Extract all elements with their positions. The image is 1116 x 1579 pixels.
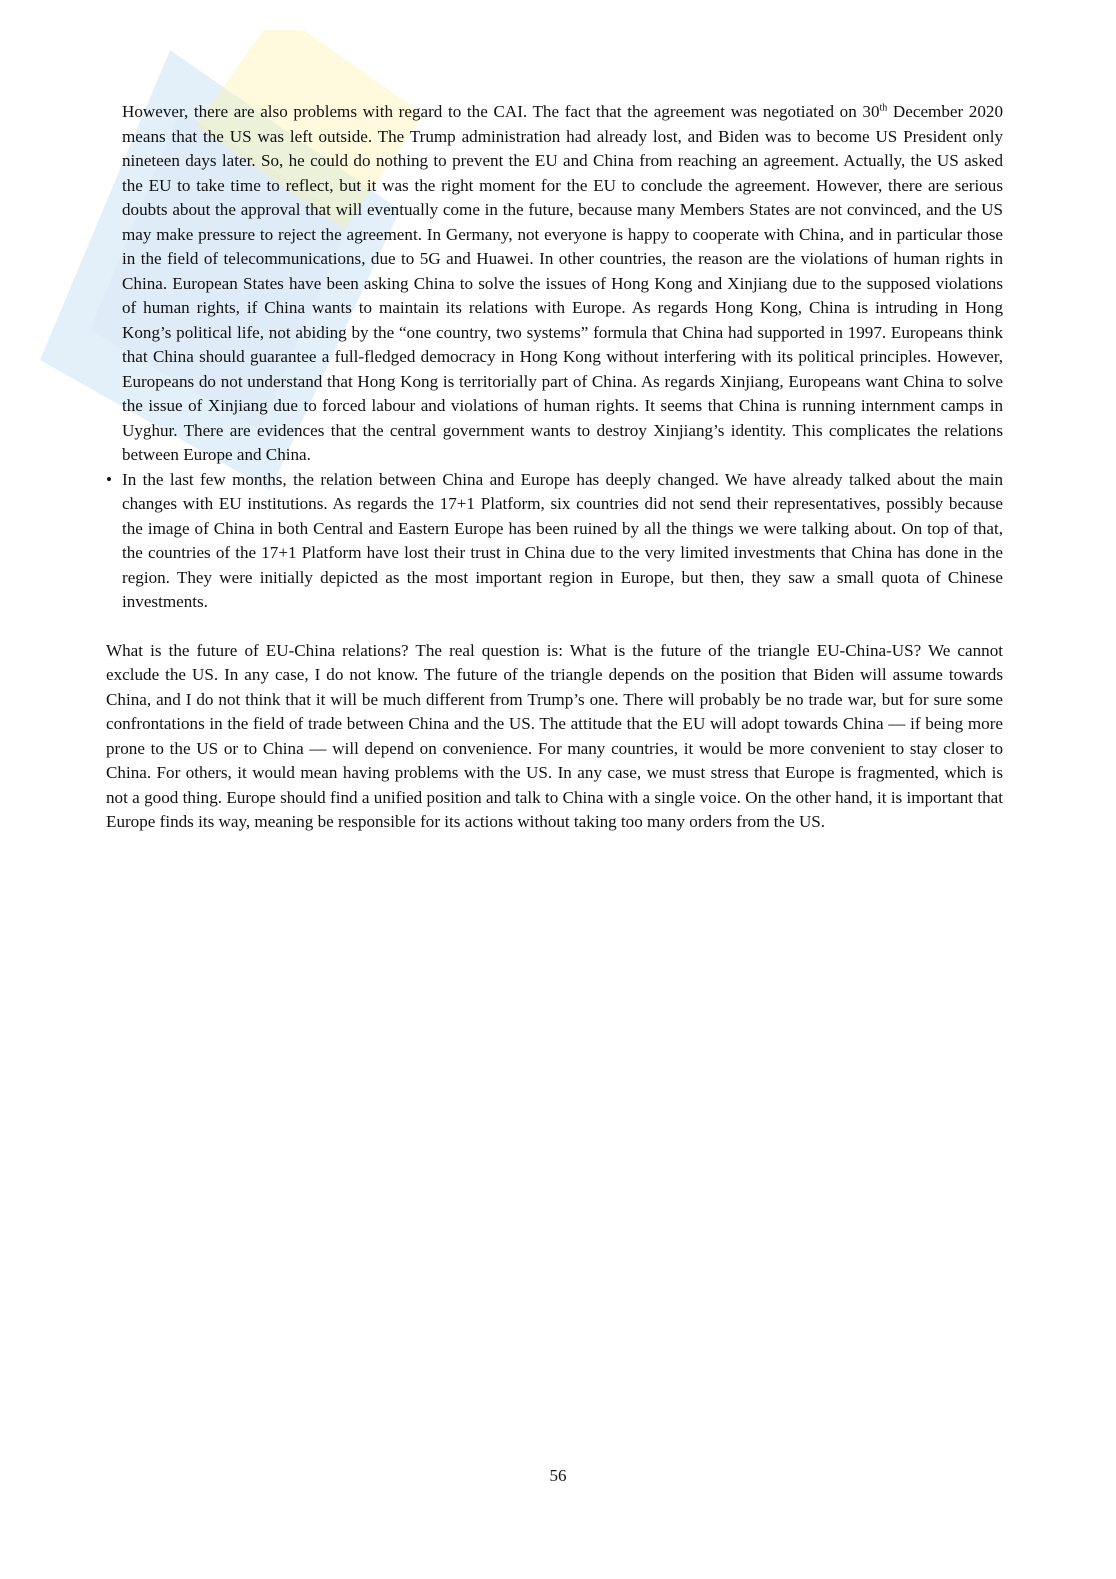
paragraph-17-1-platform: In the last few months, the relation between China and Europe has deeply changed. We have already talked about the main changes with EU institutions. As regards the 17+1 Platform, six countries did not send their representatives, possibly because the image of China in both Central and Eastern Europe has been ruined by all the things we were talking about. On top of that, the countries of the 17+1 Platform have lost their trust in China due to the very limited investments that China has done in the region. They were initially depicted as the most important region in Europe, but then, they saw a small quota of Chinese investments. <box>122 469 1003 611</box>
page-body <box>106 100 1003 835</box>
cai-text-rest: December 2020 means that the US was left outside. The Trump administration had already lost, and Biden was to become US President only nineteen days later. So, he could do nothing to prevent the EU and China from reaching an agreement. Actually, the US asked the EU to take time to reflect, but it was the right moment for the EU to conclude the agreement. However, there are serious doubts about the approval that will eventually come in the future, because many Members States are not convinced, and the US may make pressure to reject the agreement. In Germany, not everyone is happy to cooperate with China, and in particular those in the field of telecommunications, due to 5G and Huawei. In other countries, the reason are the violations of human rights in China. European States have been asking China to solve the issues of Hong Kong and Xinjiang due to the supposed violations of human rights, if China wants to maintain its relations with Europe. As regards Hong Kong, China is intruding in Hong Kong’s political life, not abiding by the “one country, two systems” formula that China had supported in 1997. Europeans think that China should guarantee a full-fledged democracy in Hong Kong without interfering with its political principles. However, Europeans do not understand that Hong Kong is territorially part of China. As regards Xinjiang, Europeans want China to solve the issue of Xinjiang due to forced labour and violations of human rights. It seems that China is running internment camps in Uyghur. There are evidences that the central government wants to destroy Xinjiang’s identity. This complicates the relations between Europe and China. <box>122 102 1003 464</box>
bullet-list <box>106 468 1003 615</box>
bullet-marker: • <box>106 469 112 489</box>
page-number: 56 <box>549 1466 567 1485</box>
list-item <box>106 468 1003 615</box>
cai-text-start: However, there are also problems with regard to the CAI. The fact that the agreement was negotiated on 30 <box>122 102 880 121</box>
paragraph-future-relations: What is the future of EU-China relations? The real question is: What is the future of the triangle EU-China-US? We cannot exclude the US. In any case, I do not know. The future of the triangle depends on the position that Biden will assume towards China, and I do not think that it will be much different from Trump’s one. There will probably be no trade war, but for sure some confrontations in the field of trade between China and the US. The attitude that the EU will adopt towards China — if being more prone to the US or to China — will depend on convenience. For many countries, it would be more convenient to stay closer to China. For others, it would mean having problems with the US. In any case, we must stress that Europe is fragmented, which is not a good thing. Europe should find a unified position and talk to China with a single voice. On the other hand, it is important that Europe finds its way, meaning be responsible for its actions without taking too many orders from the US. <box>106 640 1003 831</box>
paragraph-spacer <box>106 615 1003 639</box>
superscript-th: th <box>879 102 888 114</box>
paragraph-cai-problems <box>106 100 1003 468</box>
